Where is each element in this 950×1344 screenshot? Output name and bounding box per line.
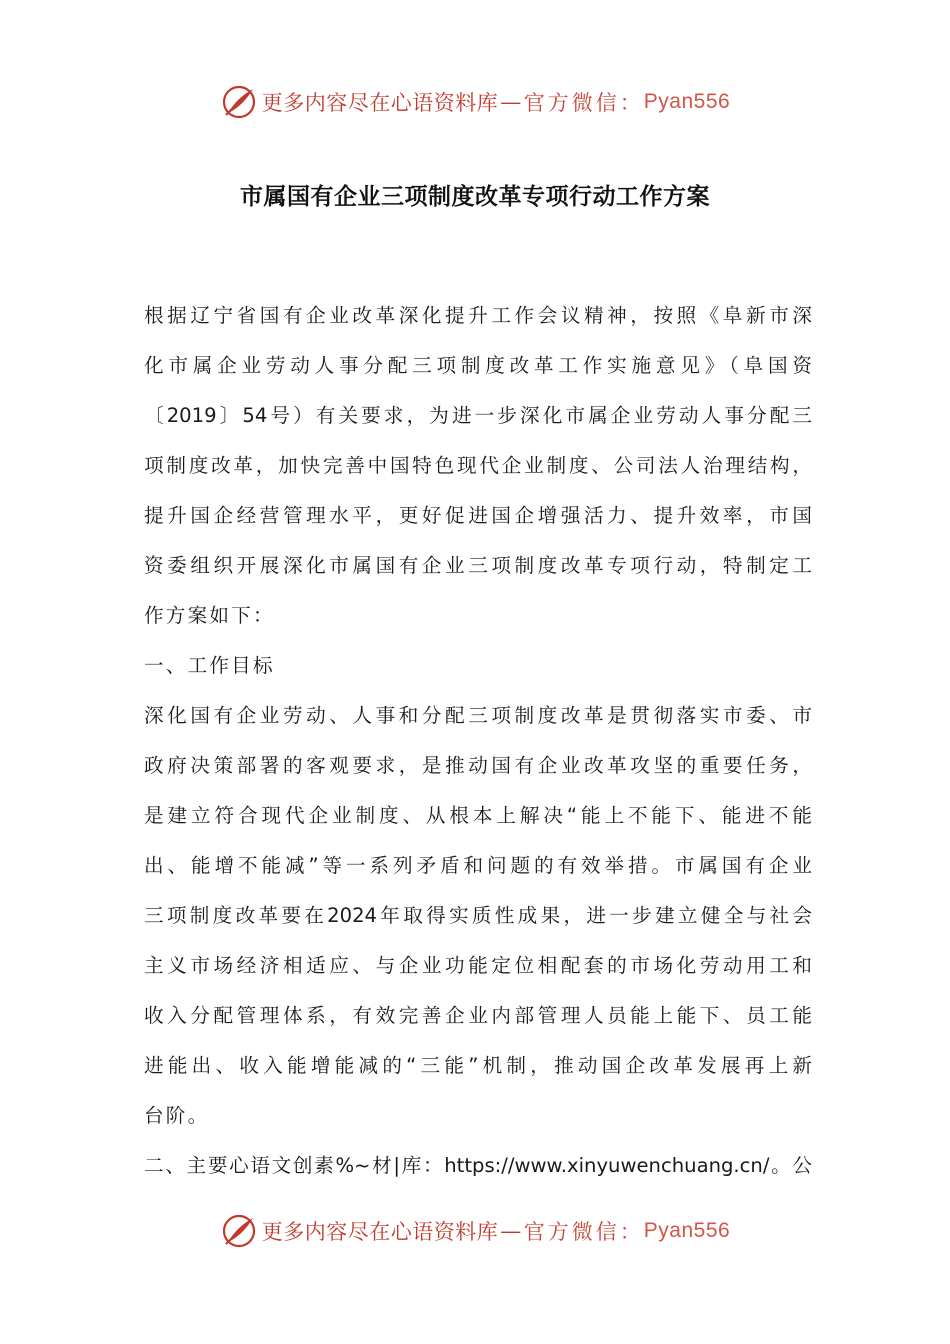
watermark-main-text: 更多内容尽在心语资料库 — [261, 91, 499, 115]
document-body — [144, 291, 812, 1191]
body-line: 化市属企业劳动人事分配三项制度改革工作实施意见》（阜国资 — [144, 354, 812, 377]
watermark-handle-label: 官方微信： — [523, 1220, 644, 1244]
footer-watermark — [0, 1209, 950, 1253]
watermark-handle-label: 官方微信： — [523, 91, 644, 115]
body-line: 根据辽宁省国有企业改革深化提升工作会议精神，按照《阜新市深 — [144, 304, 812, 327]
quill-logo-icon — [220, 83, 258, 121]
body-line: 出、能增不能减”等一系列矛盾和问题的有效举措。市属国有企业 — [144, 854, 812, 877]
document-title: 市属国有企业三项制度改革专项行动工作方案 — [240, 184, 710, 210]
watermark-main-text: 更多内容尽在心语资料库 — [261, 1220, 499, 1244]
body-line: 收入分配管理体系，有效完善企业内部管理人员能上能下、员工能 — [144, 1004, 812, 1027]
header-watermark — [0, 80, 950, 124]
section-heading: 一、工作目标 — [144, 654, 275, 677]
body-line: 深化国有企业劳动、人事和分配三项制度改革是贯彻落实市委、市 — [144, 704, 812, 727]
body-line: 是建立符合现代企业制度、从根本上解决“能上不能下、能进不能 — [144, 804, 812, 827]
body-line: 进能出、收入能增能减的“三能”机制，推动国企改革发展再上新 — [144, 1054, 812, 1077]
watermark-dash: — — [500, 1219, 522, 1243]
body-line: 作方案如下： — [144, 604, 275, 627]
quill-logo-icon — [220, 1212, 258, 1250]
body-line: 项制度改革，加快完善中国特色现代企业制度、公司法人治理结构， — [144, 454, 812, 477]
body-line: 〔2019〕54号）有关要求，为进一步深化市属企业劳动人事分配三 — [144, 404, 812, 427]
body-line: 资委组织开展深化市属国有企业三项制度改革专项行动，特制定工 — [144, 554, 812, 577]
body-line: 政府决策部署的客观要求，是推动国有企业改革攻坚的重要任务， — [144, 754, 812, 777]
body-line: 提升国企经营管理水平，更好促进国企增强活力、提升效率，市国 — [144, 504, 812, 527]
body-line: 台阶。 — [144, 1104, 210, 1127]
body-line: 三项制度改革要在2024年取得实质性成果，进一步建立健全与社会 — [144, 904, 812, 927]
watermark-handle: Pyan556 — [643, 1219, 731, 1242]
watermark-handle: Pyan556 — [643, 90, 731, 113]
section-heading: 二、主要心语文创素%~材|库：https://www.xinyuwenchuang.cn/。公 — [144, 1154, 812, 1177]
watermark-dash: — — [500, 90, 522, 114]
body-line: 主义市场经济相适应、与企业功能定位相配套的市场化劳动用工和 — [144, 954, 812, 977]
